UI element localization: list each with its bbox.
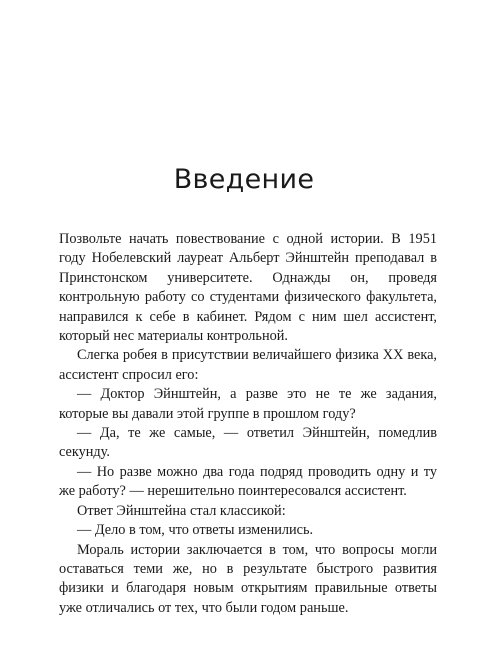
- paragraph: — Но разве можно два года подряд проводить одну и ту же работу? — нерешительно поинтересовался ассистент.: [59, 463, 437, 500]
- paragraph: Мораль истории заключается в том, что вопросы могли оставаться теми же, но в результате быстрого развития физики и благодаря новым открытиям правильные ответы уже отличались от тех, что были годом раньше.: [59, 541, 437, 616]
- paragraph: Ответ Эйнштейна стал классикой:: [77, 502, 286, 519]
- chapter-title: Введение: [173, 164, 315, 195]
- paragraph: — Да, те же самые, — ответил Эйнштейн, помедлив секунду.: [59, 425, 437, 461]
- chapter-body: [59, 230, 437, 618]
- paragraph: — Доктор Эйнштейн, а разве это не те же задания, которые вы давали этой группе в прошлом году?: [59, 386, 437, 422]
- paragraph: Слегка робея в присутствии величайшего физика XX века, ассистент спросил его:: [59, 347, 437, 383]
- paragraph: — Дело в том, что ответы изменились.: [77, 522, 314, 539]
- paragraph-intro: Позвольте начать повествование с одной истории. В 1951 году Нобелевский лауреат Альберт Эйнштейн преподавал в Принстонском университете. Однажды он, проведя контрольную работу со студентами физического факультета, направился к себе в кабинет. Рядом с ним шел ассистент, который нес материалы контрольной.: [59, 231, 437, 345]
